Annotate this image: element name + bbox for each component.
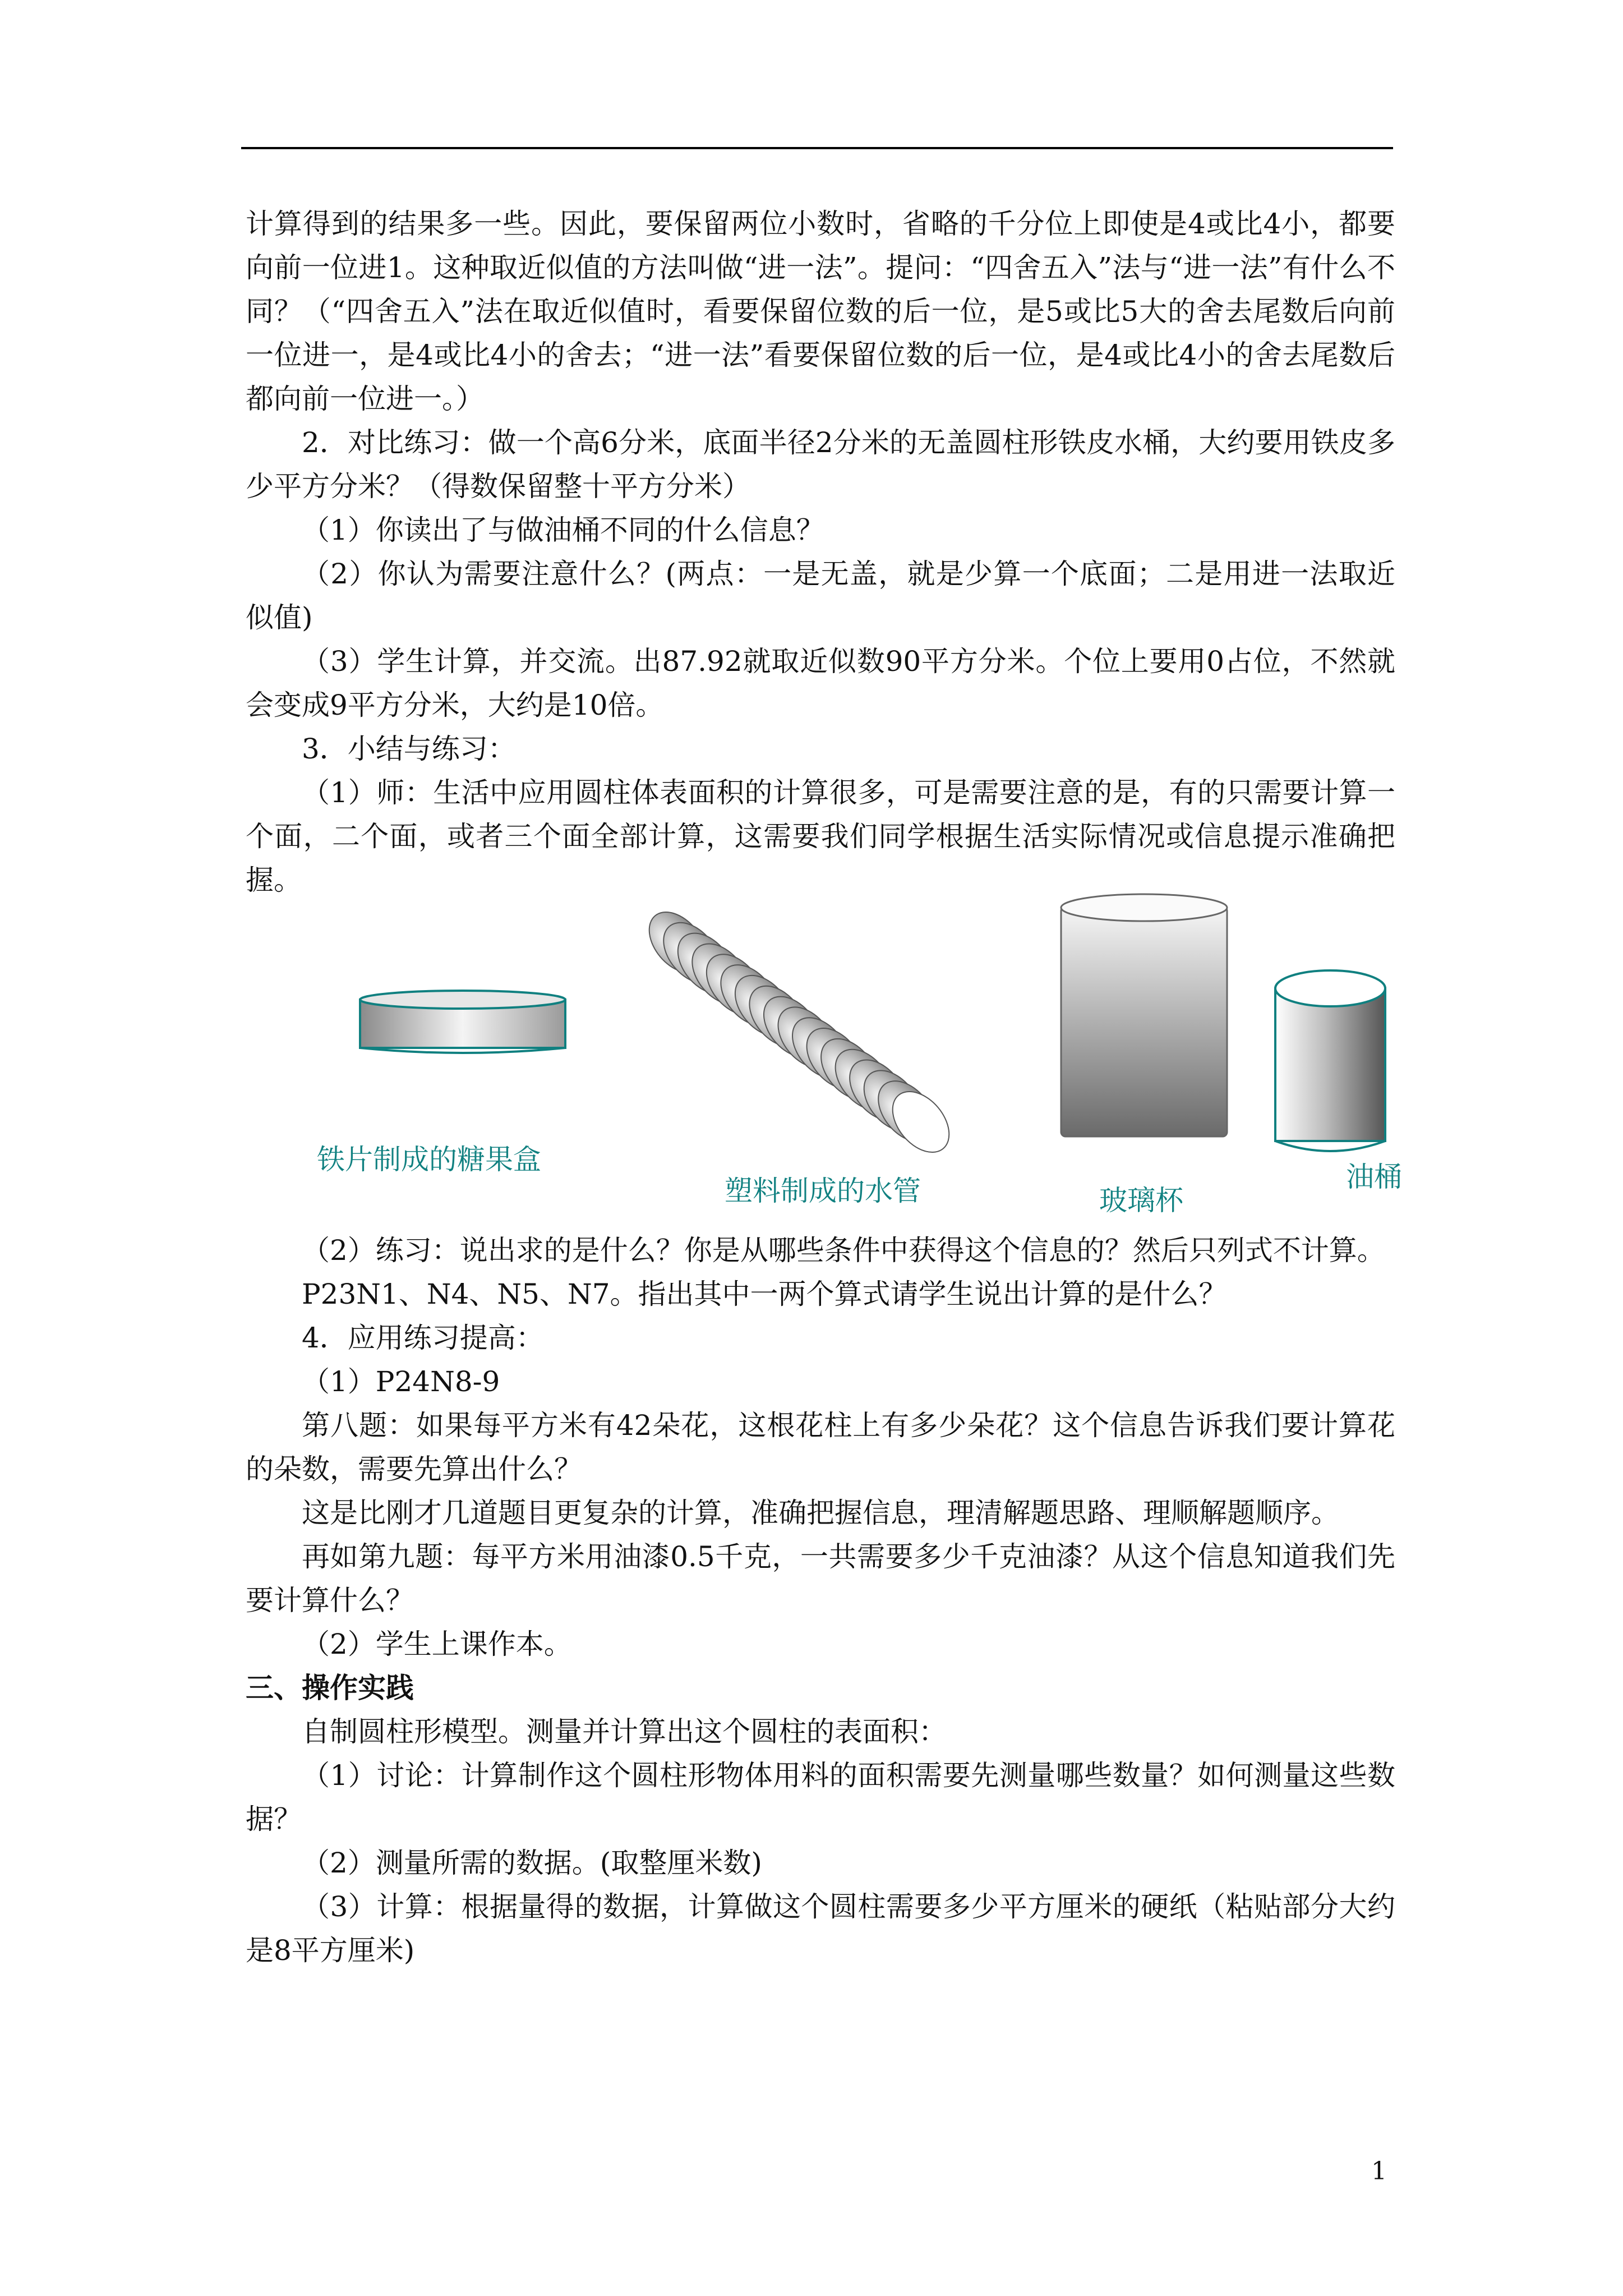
paragraph-8: （2）练习：说出求的是什么？你是从哪些条件中获得这个信息的？然后只列式不计算。: [302, 1234, 1385, 1267]
paragraph-15: （2）学生上课作本。: [302, 1628, 572, 1660]
paragraph-11: （1）P24N8-9: [302, 1365, 500, 1398]
paragraph-6: 3．小结与练习：: [302, 733, 516, 765]
paragraph-16: 自制圆柱形模型。测量并计算出这个圆柱的表面积：: [302, 1715, 947, 1748]
section-heading: 三、操作实践: [246, 1672, 414, 1704]
header-rule: [241, 147, 1393, 149]
text-block-1: [246, 202, 1395, 902]
oil-drum-shape: [1275, 970, 1385, 1151]
paragraph-10: 4．应用练习提高：: [302, 1322, 544, 1354]
paragraph-14: 再如第九题：每平方米用油漆0.5千克，一共需要多少千克油漆？从这个信息知道我们先要计算什么？: [246, 1540, 1395, 1617]
paragraph-18: （2）测量所需的数据。(取整厘米数): [302, 1847, 762, 1879]
caption-glass: 玻璃杯: [1099, 1184, 1183, 1217]
paragraph-2: 2．对比练习：做一个高6分米，底面半径2分米的无盖圆柱形铁皮水桶，大约要用铁皮多少平方分米？（得数保留整十平方分米）: [246, 426, 1395, 503]
paragraph-7: （1）师：生活中应用圆柱体表面积的计算很多，可是需要注意的是，有的只需要计算一个面，二个面，或者三个面全部计算，这需要我们同学根据生活实际情况或信息提示准确把握。: [246, 776, 1395, 896]
paragraph-4: （2）你认为需要注意什么？(两点：一是无盖，就是少算一个底面；二是用进一法取近似值): [246, 558, 1395, 634]
paragraph-17: （1）讨论：计算制作这个圆柱形物体用料的面积需要先测量哪些数量？如何测量这些数据？: [246, 1759, 1395, 1835]
water-pipe-shape: [638, 901, 961, 1163]
caption-water-pipe: 塑料制成的水管: [725, 1175, 921, 1207]
paragraph-19: （3）计算：根据量得的数据，计算做这个圆柱需要多少平方厘米的硬纸（粘贴部分大约是8平方厘米): [246, 1890, 1395, 1967]
caption-oil-drum: 油桶: [1346, 1161, 1402, 1193]
paragraph-9: P23N1、N4、N5、N7。指出其中一两个算式请学生说出计算的是什么？: [302, 1278, 1227, 1310]
caption-candy-box: 铁片制成的糖果盒: [317, 1143, 541, 1176]
paragraph-5: （3）学生计算，并交流。出87.92就取近似数90平方分米。个位上要用0占位，不然就会变成9平方分米，大约是10倍。: [246, 645, 1395, 721]
paragraph-1: 计算得到的结果多一些。因此，要保留两位小数时，省略的千分位上即使是4或比4小，都要向前一位进1。这种取近似值的方法叫做“进一法”。提问：“四舍五入”法与“进一法”有什么不同？（“四舍五入”法在取近似值时，看要保留位数的后一位，是5或比5大的舍去尾数后向前一位进一，是4或比4小的舍去；“进一法”看要保留位数的后一位，是4或比4小的舍去尾数后都向前一位进一。）: [246, 208, 1395, 415]
candy-box-shape: [360, 991, 565, 1053]
paragraph-3: （1）你读出了与做油桶不同的什么信息？: [302, 514, 824, 546]
paragraph-13: 这是比刚才几道题目更复杂的计算，准确把握信息，理清解题思路、理顺解题顺序。: [302, 1497, 1339, 1529]
page-number: 1: [1371, 2157, 1387, 2185]
cylinder-figure: [241, 886, 1402, 1223]
text-block-2: [246, 1228, 1395, 1972]
paragraph-12: 第八题：如果每平方米有42朵花，这根花柱上有多少朵花？这个信息告诉我们要计算花的朵数，需要先算出什么？: [246, 1409, 1395, 1485]
